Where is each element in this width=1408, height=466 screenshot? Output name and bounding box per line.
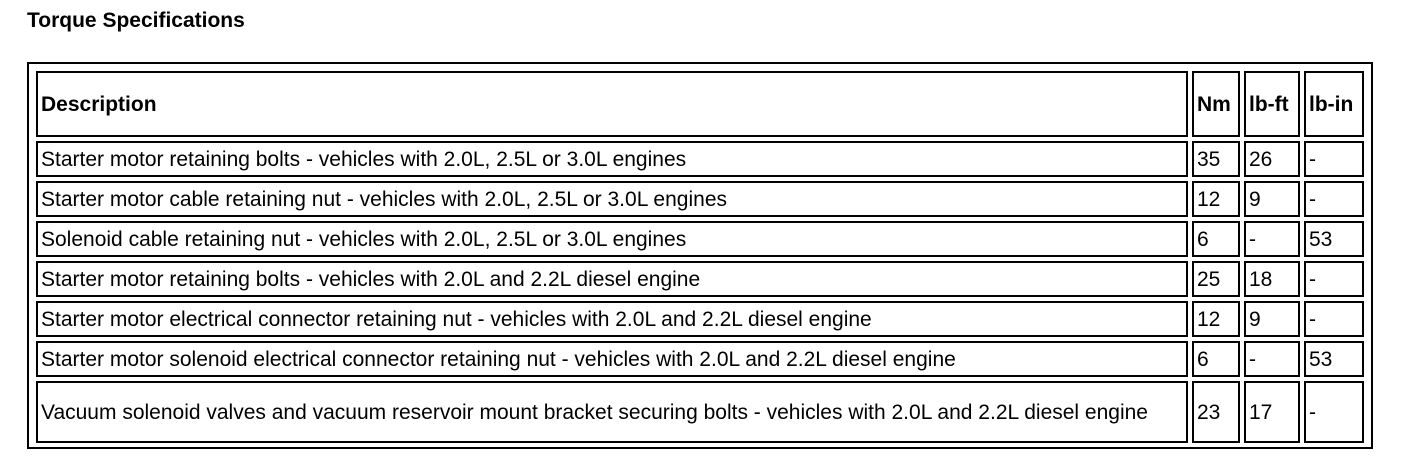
cell-nm: 6 xyxy=(1192,221,1240,257)
cell-lbft: 26 xyxy=(1244,141,1300,177)
table-row xyxy=(36,221,1364,257)
cell-lbft: - xyxy=(1244,221,1300,257)
cell-nm: 25 xyxy=(1192,261,1240,297)
cell-lbft: 9 xyxy=(1244,301,1300,337)
cell-lbin: - xyxy=(1304,381,1364,443)
cell-description: Vacuum solenoid valves and vacuum reservoir mount bracket securing bolts - vehicles with 2.0L and 2.2L diesel engine xyxy=(36,381,1188,443)
cell-lbft: 18 xyxy=(1244,261,1300,297)
cell-description: Starter motor solenoid electrical connector retaining nut - vehicles with 2.0L and 2.2L diesel engine xyxy=(36,341,1188,377)
torque-spec-table-frame xyxy=(27,62,1373,449)
cell-description: Starter motor retaining bolts - vehicles with 2.0L and 2.2L diesel engine xyxy=(36,261,1188,297)
table-row xyxy=(36,261,1364,297)
cell-nm: 35 xyxy=(1192,141,1240,177)
torque-spec-table xyxy=(32,67,1368,447)
column-header-lbin: lb-in xyxy=(1304,71,1364,137)
cell-nm: 12 xyxy=(1192,301,1240,337)
table-row xyxy=(36,141,1364,177)
table-header-row xyxy=(36,71,1364,137)
table-row xyxy=(36,301,1364,337)
cell-lbin: - xyxy=(1304,301,1364,337)
table-row xyxy=(36,181,1364,217)
cell-description: Starter motor cable retaining nut - vehicles with 2.0L, 2.5L or 3.0L engines xyxy=(36,181,1188,217)
cell-description: Solenoid cable retaining nut - vehicles with 2.0L, 2.5L or 3.0L engines xyxy=(36,221,1188,257)
column-header-description: Description xyxy=(36,71,1188,137)
cell-description: Starter motor retaining bolts - vehicles with 2.0L, 2.5L or 3.0L engines xyxy=(36,141,1188,177)
cell-lbin: - xyxy=(1304,261,1364,297)
cell-lbft: - xyxy=(1244,341,1300,377)
cell-lbft: 17 xyxy=(1244,381,1300,443)
column-header-lbft: lb-ft xyxy=(1244,71,1300,137)
cell-lbft: 9 xyxy=(1244,181,1300,217)
cell-description: Starter motor electrical connector retaining nut - vehicles with 2.0L and 2.2L diesel engine xyxy=(36,301,1188,337)
cell-lbin: 53 xyxy=(1304,221,1364,257)
cell-nm: 6 xyxy=(1192,341,1240,377)
cell-nm: 12 xyxy=(1192,181,1240,217)
cell-nm: 23 xyxy=(1192,381,1240,443)
page-title: Torque Specifications xyxy=(27,9,245,32)
cell-lbin: - xyxy=(1304,141,1364,177)
column-header-nm: Nm xyxy=(1192,71,1240,137)
cell-lbin: - xyxy=(1304,181,1364,217)
table-row xyxy=(36,381,1364,443)
cell-lbin: 53 xyxy=(1304,341,1364,377)
table-row xyxy=(36,341,1364,377)
